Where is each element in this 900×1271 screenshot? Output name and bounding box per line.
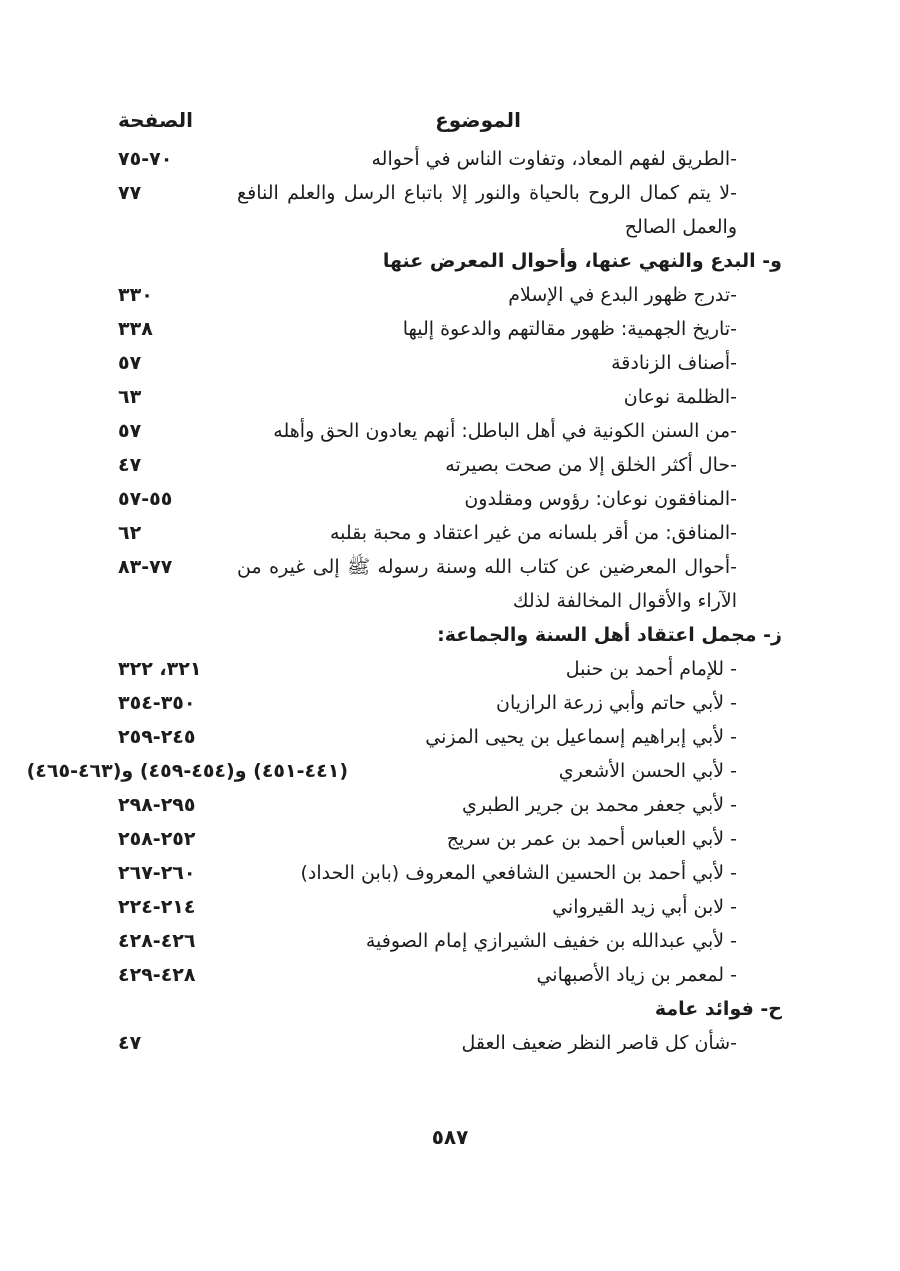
index-entry <box>118 958 782 992</box>
entry-pages: ٤٧ <box>118 454 142 476</box>
entry-pages: ٢٦٠-٢٦٧ <box>118 862 196 884</box>
entry-subject: -المنافق: من أقر بلسانه من غير اعتقاد و محبة بقلبه <box>329 522 737 544</box>
entry-pages: ٧٧-٨٣ <box>118 556 173 578</box>
index-entry <box>118 822 782 856</box>
entry-pages: ٧٠-٧٥ <box>118 148 173 170</box>
entry-pages: ٢٤٥-٢٥٩ <box>118 726 196 748</box>
entry-subject: - لأبي إبراهيم إسماعيل بن يحيى المزني <box>425 726 737 748</box>
index-entry <box>118 550 782 618</box>
entry-subject: - للإمام أحمد بن حنبل <box>565 658 737 680</box>
section-heading: و- البدع والنهي عنها، وأحوال المعرض عنها <box>382 250 782 272</box>
index-entry <box>118 482 782 516</box>
entry-subject: - لمعمر بن زياد الأصبهاني <box>536 964 737 986</box>
entry-subject: -أحوال المعرضين عن كتاب الله وسنة رسوله ﷺ إلى غيره من الآراء والأقوال المخالفة لذلك <box>237 556 737 612</box>
page-column-header: الصفحة <box>118 108 194 132</box>
index-entry <box>118 686 782 720</box>
entry-pages: ٤٢٦-٤٢٨ <box>118 930 196 952</box>
index-entry <box>118 890 782 924</box>
entry-subject: -شأن كل قاصر النظر ضعيف العقل <box>461 1032 737 1054</box>
entry-subject: - لأبي الحسن الأشعري <box>558 760 737 782</box>
index-entry <box>118 142 782 176</box>
index-entry <box>118 176 782 244</box>
index-entry <box>118 312 782 346</box>
entry-pages: ٣٣٨ <box>118 318 153 340</box>
entry-subject: - لابن أبي زيد القيرواني <box>552 896 737 918</box>
entry-pages: ٤٢٨-٤٢٩ <box>118 964 196 986</box>
entry-subject: -تاريخ الجهمية: ظهور مقالتهم والدعوة إليها <box>402 318 737 340</box>
entry-pages: (٤٤١-٤٥١) و(٤٥٤-٤٥٩) و(٤٦٣-٤٦٥) <box>26 760 348 782</box>
entry-pages: ٥٧ <box>118 352 142 374</box>
index-entry <box>118 380 782 414</box>
entry-pages: ٣٥٠-٣٥٤ <box>118 692 196 714</box>
entry-pages: ٦٢ <box>118 522 142 544</box>
entry-subject: - لأبي العباس أحمد بن عمر بن سريج <box>446 828 737 850</box>
table-header <box>118 108 782 142</box>
entry-pages: ٢٩٥-٢٩٨ <box>118 794 196 816</box>
entry-subject: - لأبي عبدالله بن خفيف الشيرازي إمام الصوفية <box>365 930 737 952</box>
index-entry <box>118 652 782 686</box>
index-entry <box>118 278 782 312</box>
index-entry <box>118 924 782 958</box>
entry-pages: ٢٥٢-٢٥٨ <box>118 828 196 850</box>
entry-pages: ٢١٤-٢٢٤ <box>118 896 196 918</box>
index-entry <box>118 1026 782 1060</box>
page-number: ٥٨٧ <box>431 1125 469 1149</box>
entry-pages: ٤٧ <box>118 1032 142 1054</box>
entry-subject: - لأبي أحمد بن الحسين الشافعي المعروف (بابن الحداد) <box>300 862 737 884</box>
entry-pages: ٣٣٠ <box>118 284 153 306</box>
index-list <box>26 142 782 1060</box>
entry-subject: -من السنن الكونية في أهل الباطل: أنهم يعادون الحق وأهله <box>273 420 737 442</box>
entry-pages: ٥٥-٥٧ <box>118 488 173 510</box>
entry-subject: -المنافقون نوعان: رؤوس ومقلدون <box>464 488 737 510</box>
entry-subject: -الظلمة نوعان <box>623 386 737 408</box>
index-entry <box>26 754 782 788</box>
index-entry <box>118 346 782 380</box>
entry-pages: ٧٧ <box>118 182 142 204</box>
index-entry <box>118 788 782 822</box>
subject-column-header: الموضوع <box>435 108 521 132</box>
entry-subject: - لأبي جعفر محمد بن جرير الطبري <box>462 794 737 816</box>
entry-subject: -أصناف الزنادقة <box>611 352 737 374</box>
entry-subject: -حال أكثر الخلق إلا من صحت بصيرته <box>445 454 737 476</box>
entry-pages: ٦٣ <box>118 386 142 408</box>
entry-subject: -لا يتم كمال الروح بالحياة والنور إلا باتباع الرسل والعلم النافع والعمل الصالح <box>237 182 737 238</box>
entry-subject: - لأبي حاتم وأبي زرعة الرازيان <box>496 692 737 714</box>
entry-pages: ٥٧ <box>118 420 142 442</box>
index-entry <box>118 414 782 448</box>
section-heading: ز- مجمل اعتقاد أهل السنة والجماعة: <box>437 624 782 646</box>
entry-subject: -تدرج ظهور البدع في الإسلام <box>508 284 737 306</box>
index-page <box>26 108 782 1060</box>
section-heading: ح- فوائد عامة <box>654 998 782 1020</box>
index-entry <box>118 448 782 482</box>
index-entry <box>118 516 782 550</box>
entry-pages: ٣٢١، ٣٢٢ <box>118 658 202 680</box>
index-entry <box>118 856 782 890</box>
entry-subject: -الطريق لفهم المعاد، وتفاوت الناس في أحواله <box>371 148 737 170</box>
index-entry <box>118 720 782 754</box>
